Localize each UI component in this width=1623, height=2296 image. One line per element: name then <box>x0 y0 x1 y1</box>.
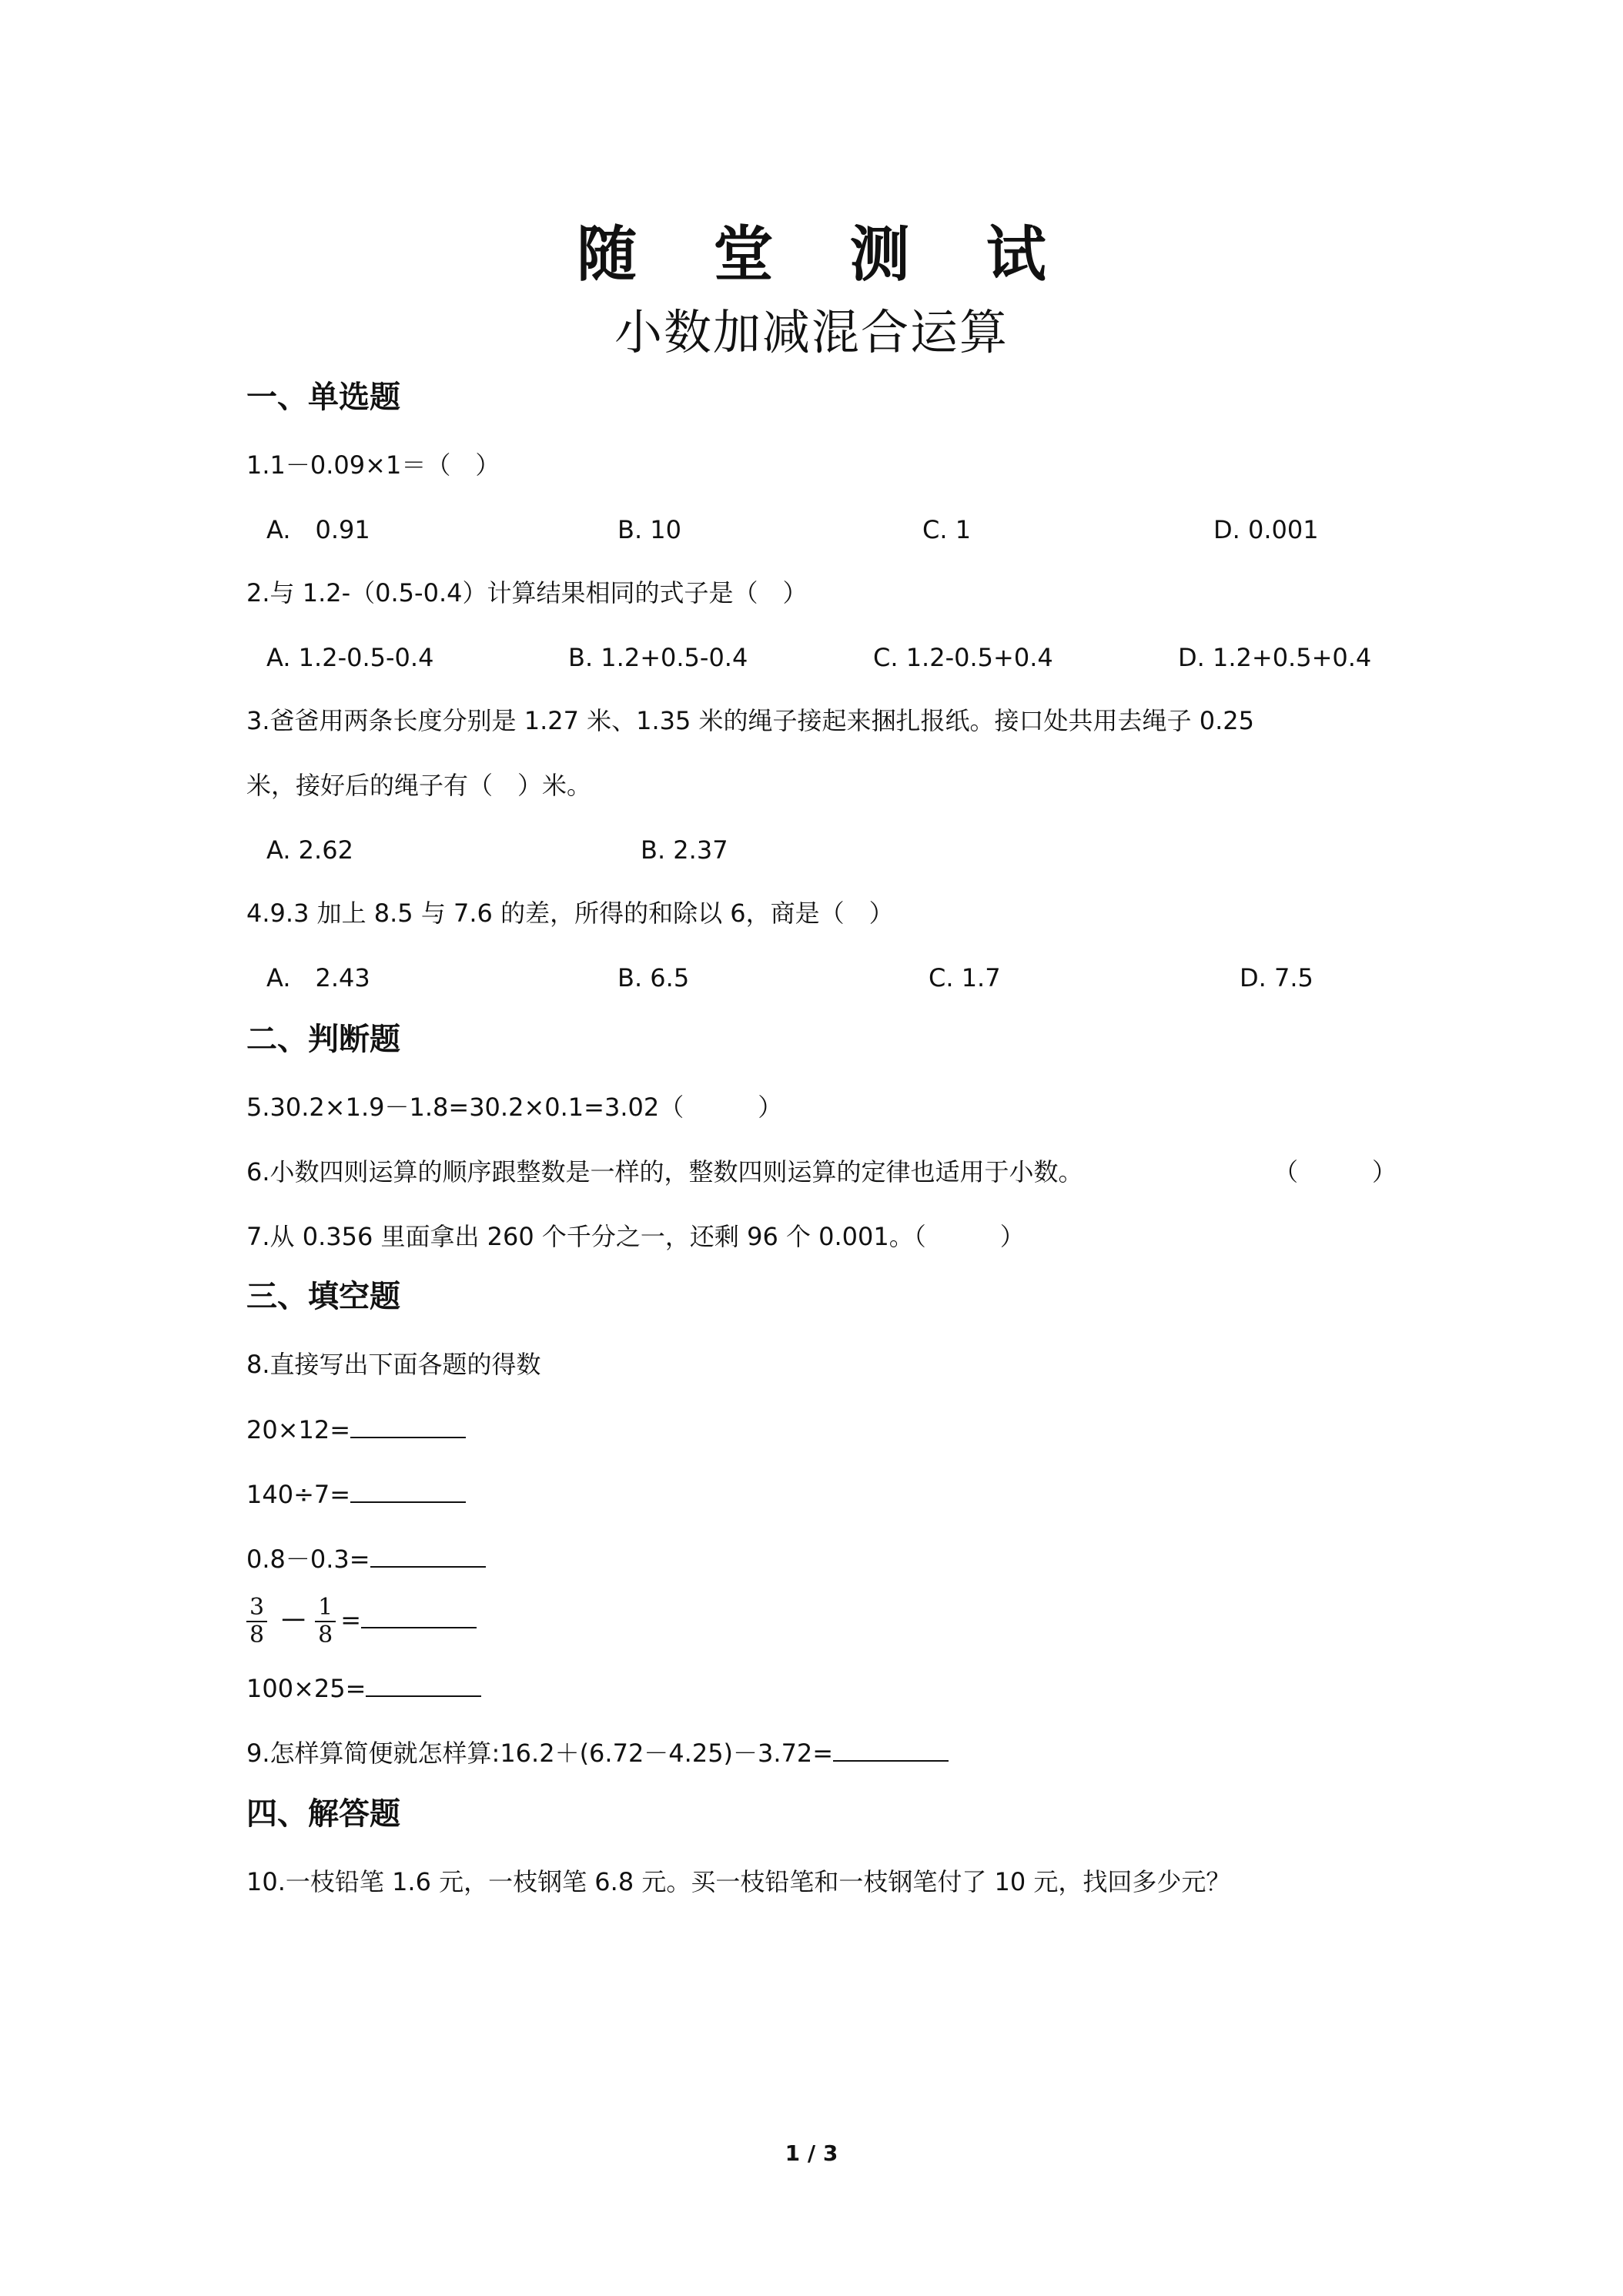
q8-item-2 <box>246 1478 466 1510</box>
q8-item-4 <box>246 1672 481 1704</box>
q8-item-2-expr: 140÷7= <box>246 1480 351 1509</box>
question-6-stem: 6.小数四则运算的顺序跟整数是一样的，整数四则运算的定律也适用于小数。 <box>246 1157 1083 1186</box>
question-1-stem: 1.1－0.09×1＝（ ） <box>246 450 500 480</box>
minus-sign: － <box>279 1605 308 1637</box>
section-heading-problem-solving: 四、解答题 <box>246 1796 400 1832</box>
page-number: 1 / 3 <box>785 2140 838 2166</box>
fraction-1-numerator: 3 <box>246 1595 267 1622</box>
q4-option-b[interactable]: B. 6.5 <box>617 963 690 992</box>
fraction-one-eighth <box>315 1595 336 1648</box>
q2-option-d[interactable]: D. 1.2+0.5+0.4 <box>1178 643 1372 672</box>
q8-item-2-blank[interactable] <box>350 1478 466 1503</box>
fraction-2-denominator: 8 <box>318 1622 333 1648</box>
question-2-options <box>266 642 1421 673</box>
q2-option-b[interactable]: B. 1.2+0.5-0.4 <box>568 643 748 672</box>
question-4-options <box>266 962 1421 993</box>
fraction-2-numerator: 1 <box>315 1595 336 1622</box>
question-9-stem: 9.怎样算简便就怎样算:16.2＋(6.72－4.25)－3.72= <box>246 1739 834 1768</box>
section-heading-true-false: 二、判断题 <box>246 1022 400 1057</box>
question-3-options <box>266 835 1421 865</box>
page-title: 随 堂 测 试 <box>577 220 1074 290</box>
fraction-1-denominator: 8 <box>249 1622 265 1648</box>
q8-item-3-expr: 0.8－0.3= <box>246 1545 370 1574</box>
section-heading-single-choice: 一、单选题 <box>246 380 400 415</box>
q3-option-b[interactable]: B. 2.37 <box>641 835 728 865</box>
question-3-stem-line2: 米，接好后的绳子有（ ）米。 <box>246 771 592 800</box>
question-4-stem: 4.9.3 加上 8.5 与 7.6 的差，所得的和除以 6，商是（ ） <box>246 899 894 928</box>
question-5-stem: 5.30.2×1.9－1.8=30.2×0.1=3.02（ ） <box>246 1093 783 1122</box>
page-subtitle: 小数加减混合运算 <box>614 304 1009 360</box>
q1-option-a[interactable]: A. 0.91 <box>266 515 370 544</box>
q1-option-b[interactable]: B. 10 <box>617 515 682 544</box>
q8-item-1 <box>246 1414 466 1445</box>
q8-item-3-blank[interactable] <box>370 1543 486 1568</box>
q8-item-3 <box>246 1543 486 1575</box>
fraction-three-eighths <box>246 1595 267 1648</box>
q4-option-a[interactable]: A. 2.43 <box>266 963 370 992</box>
q1-option-d[interactable]: D. 0.001 <box>1213 515 1319 544</box>
question-2-stem: 2.与 1.2-（0.5-0.4）计算结果相同的式子是（ ） <box>246 578 808 607</box>
question-9 <box>246 1737 949 1769</box>
q2-option-a[interactable]: A. 1.2-0.5-0.4 <box>266 643 434 672</box>
question-6-answer-paren[interactable]: （ ） <box>1273 1157 1397 1186</box>
question-7-stem: 7.从 0.356 里面拿出 260 个千分之一，还剩 96 个 0.001。（ ） <box>246 1222 1025 1251</box>
question-1-options <box>266 514 1421 545</box>
q9-blank[interactable] <box>833 1737 949 1762</box>
section-heading-fill-blank: 三、填空题 <box>246 1279 400 1314</box>
q8-item-1-expr: 20×12= <box>246 1415 351 1444</box>
q4-option-d[interactable]: D. 7.5 <box>1240 963 1313 992</box>
question-10-stem: 10.一枝铅笔 1.6 元，一枝钢笔 6.8 元。买一枝铅笔和一枝钢笔付了 10 元，找回多少元？ <box>246 1867 1231 1896</box>
q2-option-c[interactable]: C. 1.2-0.5+0.4 <box>873 643 1053 672</box>
q8-item-1-blank[interactable] <box>350 1414 466 1438</box>
q8-item-4-blank[interactable] <box>366 1672 481 1697</box>
q8-item-fraction <box>246 1589 477 1652</box>
q8-item-4-expr: 100×25= <box>246 1674 366 1703</box>
equals-sign: = <box>340 1605 362 1635</box>
q4-option-c[interactable]: C. 1.7 <box>929 963 1001 992</box>
q3-option-a[interactable]: A. 2.62 <box>266 835 353 865</box>
q8-item-fraction-blank[interactable] <box>361 1604 477 1628</box>
q1-option-c[interactable]: C. 1 <box>922 515 972 544</box>
question-3-stem-line1: 3.爸爸用两条长度分别是 1.27 米、1.35 米的绳子接起来捆扎报纸。接口处共用去绳子 0.25 <box>246 706 1254 735</box>
question-8-stem: 8.直接写出下面各题的得数 <box>246 1350 541 1379</box>
